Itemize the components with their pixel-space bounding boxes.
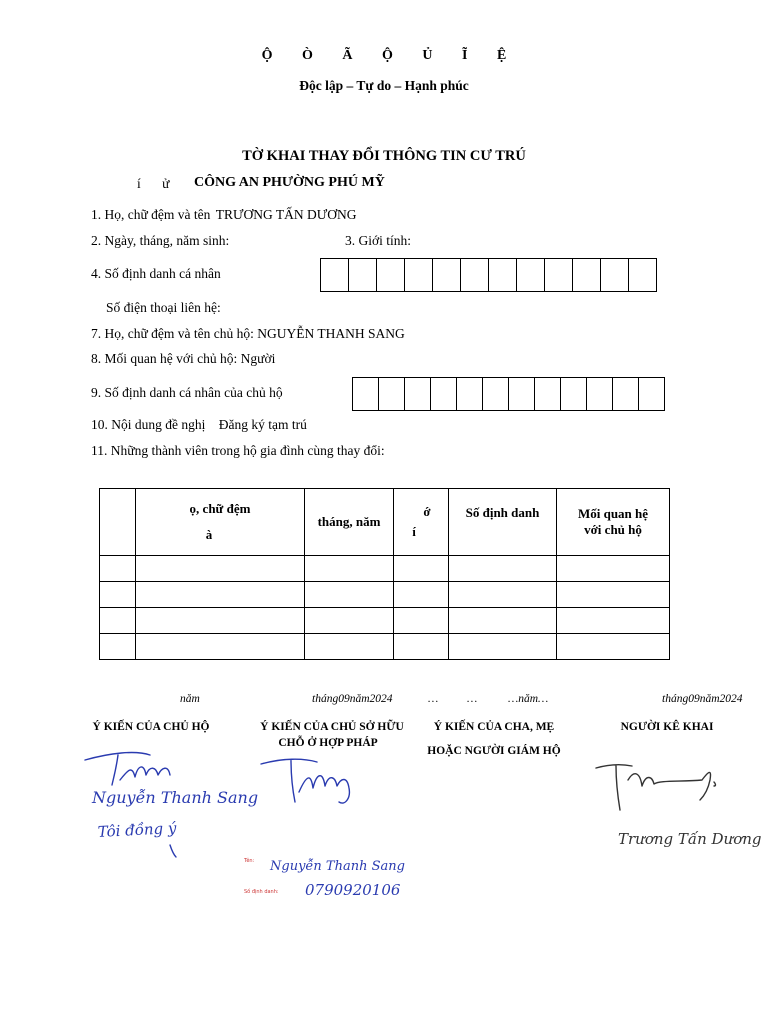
field-10-label: 10. Nội dung đề nghị — [91, 417, 206, 432]
col-relation-line1: Mối quan hệ — [577, 506, 649, 521]
motto: Độc lập – Tự do – Hạnh phúc — [299, 78, 469, 93]
id-box — [353, 378, 379, 410]
field-4-label: 4. Số định danh cá nhân — [91, 266, 221, 281]
field-9-label: 9. Số định danh cá nhân của chủ hộ — [91, 385, 283, 400]
col-name — [136, 489, 305, 556]
signature-property-owner — [255, 752, 415, 812]
field-7-value: NGUYỄN THANH SANG — [257, 326, 405, 341]
id-box — [431, 378, 457, 410]
signature-household-owner — [80, 745, 259, 860]
head-property-owner-line1: Ý KIẾN CỦA CHỦ SỞ HỮU — [260, 721, 404, 733]
field-8-value: Người — [240, 351, 276, 366]
field-10-value: Đăng ký tạm trú — [218, 417, 307, 432]
col-gender-line1: ớ — [423, 504, 431, 519]
date-right: tháng09năm2024 — [662, 693, 743, 705]
col-gender — [394, 489, 449, 556]
field-3-label: 3. Giới tính: — [345, 233, 412, 248]
id-box — [405, 259, 433, 291]
field-1 — [91, 207, 357, 223]
col-dob: tháng, năm — [305, 489, 394, 556]
date-mid-dots1: … — [428, 693, 439, 705]
id-box — [321, 259, 349, 291]
col-relation-line2: với chủ hộ — [584, 522, 642, 537]
sig2-name-handwriting — [270, 850, 410, 878]
field-7 — [91, 326, 405, 342]
field-7-label: 7. Họ, chữ đệm và tên chủ hộ: — [91, 326, 254, 341]
head-household-owner: Ý KIẾN CỦA CHỦ HỘ — [92, 721, 210, 733]
col-relation — [557, 489, 670, 556]
col-id: Số định danh — [449, 489, 557, 556]
id-box — [613, 378, 639, 410]
id-box — [629, 259, 656, 291]
date-mid-dots2: … — [467, 693, 478, 705]
owner-id-boxes — [352, 377, 665, 411]
col-stt — [100, 489, 136, 556]
field-8-label: 8. Mối quan hệ với chủ hộ: — [91, 351, 238, 366]
date-left: tháng09năm2024 — [312, 693, 393, 705]
phone-label: Số điện thoại liên hệ: — [106, 300, 221, 315]
id-box — [639, 378, 664, 410]
form-title: TỜ KHAI THAY ĐỔI THÔNG TIN CƯ TRÚ — [242, 148, 526, 164]
id-box — [601, 259, 629, 291]
sig2-id: 0790920106 — [305, 881, 401, 899]
id-box — [483, 378, 509, 410]
sig2-name-tag: Tên: — [244, 858, 255, 864]
sig2-name: Nguyễn Thanh Sang — [270, 859, 405, 874]
sig2-id-tag: Số định danh: — [244, 889, 279, 895]
head-parent-line2: HOẶC NGƯỜI GIÁM HỘ — [427, 745, 561, 757]
table-header-row — [100, 489, 670, 556]
sig2-id-handwriting — [305, 876, 405, 902]
sig1-name: Nguyễn Thanh Sang — [92, 788, 259, 807]
col-gender-line2: í — [412, 524, 416, 539]
id-box — [517, 259, 545, 291]
id-box — [457, 378, 483, 410]
id-box — [405, 378, 431, 410]
id-box — [349, 259, 377, 291]
date-mid-nam: …năm… — [508, 693, 549, 705]
head-declarant: NGƯỜI KÊ KHAI — [620, 721, 714, 733]
id-box — [535, 378, 561, 410]
field-1-label: 1. Họ, chữ đệm và tên — [91, 207, 211, 222]
id-box — [461, 259, 489, 291]
head-property-owner-line2: CHỖ Ở HỢP PHÁP — [278, 737, 378, 749]
field-2-label: 2. Ngày, tháng, năm sinh: — [91, 233, 230, 248]
table-row — [100, 556, 670, 582]
id-box — [433, 259, 461, 291]
id-box — [545, 259, 573, 291]
id-boxes — [320, 258, 657, 292]
date-left-nam: năm — [180, 693, 200, 705]
sig2-name-block — [244, 858, 254, 864]
col-name-line2: à — [205, 527, 213, 542]
to-value: CÔNG AN PHƯỜNG PHÚ MỸ — [194, 175, 385, 190]
signature-declarant — [592, 750, 762, 870]
id-box — [377, 259, 405, 291]
table-row — [100, 634, 670, 660]
head-parent-line1: Ý KIẾN CỦA CHA, MẸ — [433, 721, 555, 733]
table-row — [100, 582, 670, 608]
field-8 — [91, 351, 275, 367]
members-table — [99, 488, 670, 660]
head-property-owner — [252, 719, 412, 751]
sig1-note: Tôi đồng ý — [97, 818, 177, 841]
id-box — [379, 378, 405, 410]
col-name-line1: ọ, chữ đệm — [189, 501, 251, 516]
to-prefix: í ử — [137, 176, 170, 191]
national-title: Ộ Ò Ã Ộ Ủ Ĩ Ệ — [261, 48, 507, 63]
id-box — [587, 378, 613, 410]
field-11-label: 11. Những thành viên trong hộ gia đình cùng thay đổi: — [91, 443, 385, 458]
id-box — [489, 259, 517, 291]
field-1-value: TRƯƠNG TẤN DƯƠNG — [215, 207, 357, 222]
id-box — [573, 259, 601, 291]
field-10 — [91, 417, 307, 433]
sig4-name: Trương Tấn Dương — [618, 830, 762, 848]
table-row — [100, 608, 670, 634]
id-box — [509, 378, 535, 410]
head-parent-guardian — [424, 719, 564, 759]
id-box — [561, 378, 587, 410]
